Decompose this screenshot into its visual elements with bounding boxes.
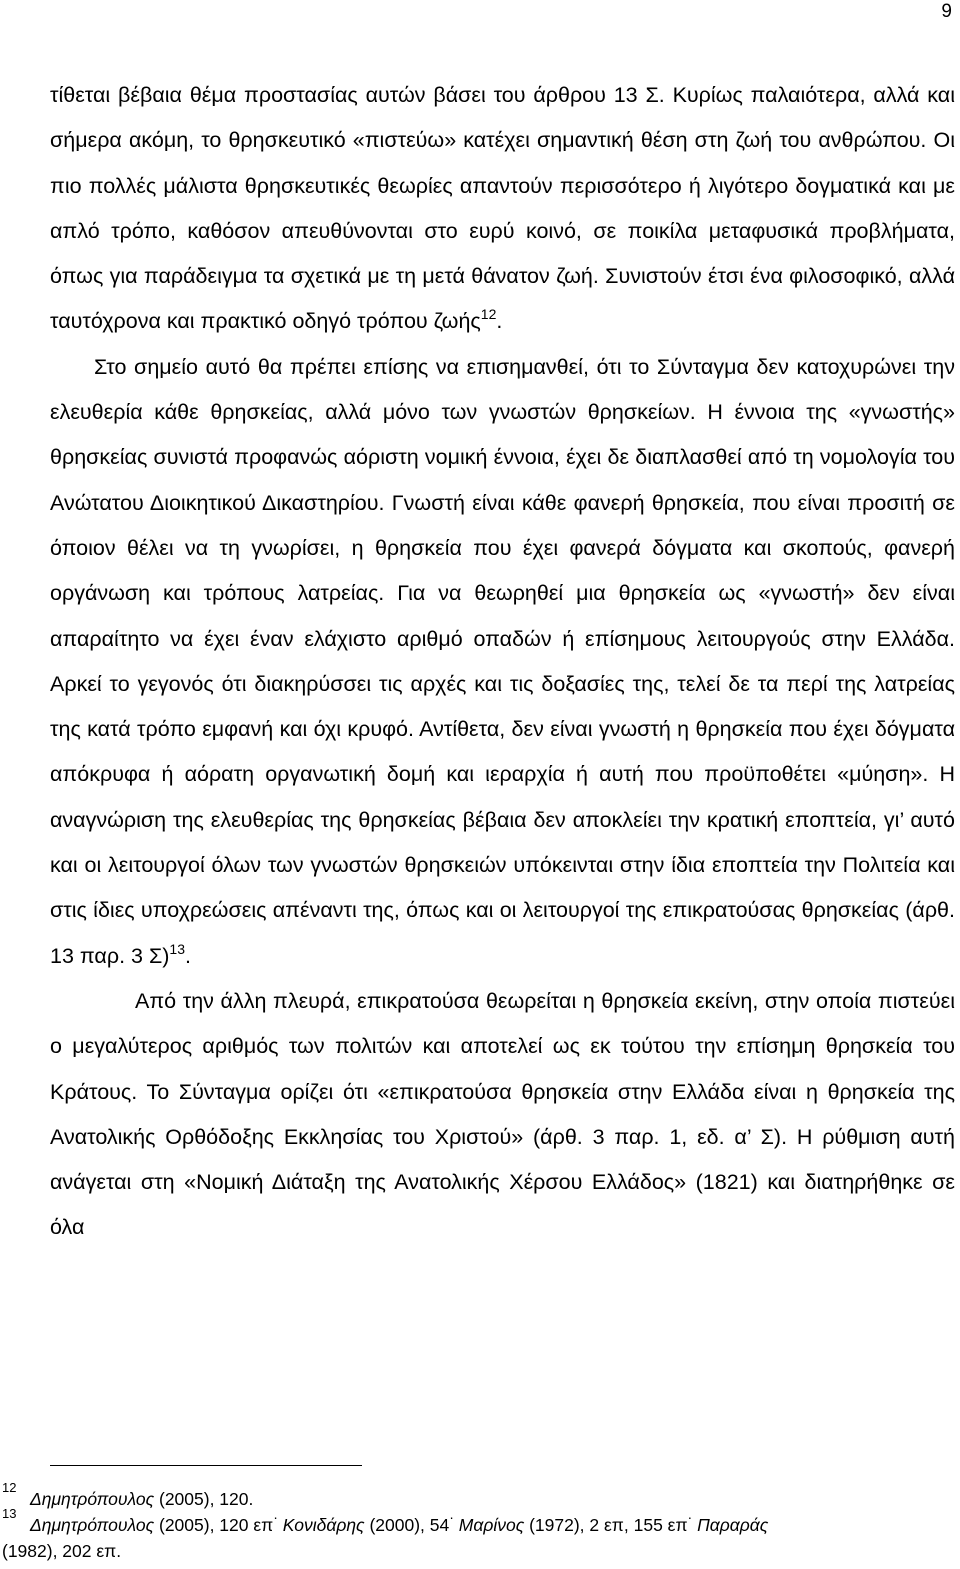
footnote-separator <box>50 1465 362 1466</box>
paragraph-1 <box>50 73 955 345</box>
footnote-author: Κονιδάρης <box>282 1515 365 1535</box>
footnote-author: Δημητρόπουλος <box>30 1489 155 1509</box>
footnote-citation: (1982), 202 επ. <box>2 1541 122 1561</box>
footnote-number: 13 <box>2 1506 17 1521</box>
footnotes <box>2 1480 956 1564</box>
paragraph-3-text: Από την άλλη πλευρά, επικρατούσα θεωρείται η θρησκεία εκείνη, στην οποία πιστεύει ο μεγαλύτερος αριθμός των πολιτών και αποτελεί ως εκ τούτου την επίσημη θρησκεία του Κράτους. Το Σύνταγμα ορίζει ότι «επικρατούσα θρησκεία στην Ελλάδα είναι η θρησκεία της Ανατολικής Ορθόδοξης Εκκλησίας του Χριστού» (άρθ. 3 παρ. 1, εδ. α’ Σ). Η ρύθμιση αυτή ανάγεται στη «Νομική Διάταξη της Ανατολικής Χέρσου Ελλάδος» (1821) και διατηρήθηκε σε όλα <box>50 988 955 1240</box>
footnote-separator-dot: · <box>687 1509 693 1525</box>
paragraph-3 <box>50 979 955 1251</box>
footnote-author: Δημητρόπουλος <box>30 1515 155 1535</box>
footnote-citation: (1972), 2 επ, 155 επ <box>524 1515 688 1535</box>
footnote-13 <box>2 1506 956 1564</box>
footnote-12 <box>2 1480 956 1512</box>
footnote-ref-12[interactable]: 12 <box>480 306 497 323</box>
paragraph-2 <box>50 345 955 979</box>
footnote-author: Παραράς <box>697 1515 769 1535</box>
footnote-separator-dot: · <box>273 1509 278 1525</box>
footnote-separator-dot: · <box>449 1509 454 1525</box>
footnote-ref-13[interactable]: 13 <box>169 940 185 957</box>
footnote-number: 12 <box>2 1480 17 1495</box>
paragraph-1-text: τίθεται βέβαια θέμα προστασίας αυτών βάσει του άρθρου 13 Σ. Κυρίως παλαιότερα, αλλά και σήμερα ακόμη, το θρησκευτικό «πιστεύω» κατέχει σημαντική θέση στη ζωή του ανθρώπου. Οι πιο πολλές μάλιστα θρησκευτικές θεωρίες απαντούν περισσότερο ή λιγότερο δογματικά και με απλό τρόπο, καθόσον απευθύνονται στο ευρύ κοινό, σε ποικίλα μεταφυσικά προβλήματα, όπως για παράδειγμα τα σχετικά με τη μετά θάνατον ζωή. Συνιστούν έτσι ένα φιλοσοφικό, αλλά ταυτόχρονα και πρακτικό οδηγό τρόπου ζωής <box>50 83 955 334</box>
paragraph-1-end: . <box>496 309 503 334</box>
paragraph-2-end: . <box>184 943 191 968</box>
page-number: 9 <box>941 1 952 22</box>
body-text <box>50 73 955 1251</box>
footnote-citation: (2000), 54 <box>364 1515 450 1535</box>
footnote-author: Μαρίνος <box>458 1515 525 1535</box>
footnote-citation: (2005), 120. <box>154 1489 254 1509</box>
footnote-citation: (2005), 120 επ <box>154 1515 274 1535</box>
paragraph-2-text: Στο σημείο αυτό θα πρέπει επίσης να επισημανθεί, ότι το Σύνταγμα δεν κατοχυρώνει την ελευθερία κάθε θρησκείας, αλλά μόνο των γνωστών θρησκείων. Η έννοια της «γνωστής» θρησκείας συνιστά προφανώς αόριστη νομική έννοια, έχει δε διαπλασθεί από τη νομολογία του Ανώτατου Διοικητικού Δικαστηρίου. Γνωστή είναι κάθε φανερή θρησκεία, που είναι προσιτή σε όποιον θέλει να τη γνωρίσει, η θρησκεία που έχει φανερά δόγματα και σκοπούς, φανερή οργάνωση και τρόπους λατρείας. Για να θεωρηθεί μια θρησκεία ως «γνωστή» δεν είναι απαραίτητο να έχει έναν ελάχιστο αριθμό οπαδών ή επίσημους λειτουργούς στην Ελλάδα. Αρκεί το γεγονός ότι διακηρύσσει τις αρχές και τις δοξασίες της, τελεί δε τα περί της λατρείας της κατά τρόπο εμφανή και όχι κρυφό. Αντίθετα, δεν είναι γνωστή η θρησκεία που έχει δόγματα απόκρυφα ή αόρατη οργανωτική δομή και ιεραρχία ή αυτή που προϋποθέτει «μύηση». Η αναγνώριση της ελευθερίας της θρησκείας βέβαια δεν αποκλείει την κρατική εποπτεία, γι’ αυτό και οι λειτουργοί όλων των γνωστών θρησκειών υπόκεινται στην ίδια εποπτεία την Πολιτεία και στις ίδιες υποχρεώσεις απέναντι της, όπως και οι λειτουργοί της επικρατούσας θρησκείας (άρθ. 13 παρ. 3 Σ) <box>50 354 955 968</box>
